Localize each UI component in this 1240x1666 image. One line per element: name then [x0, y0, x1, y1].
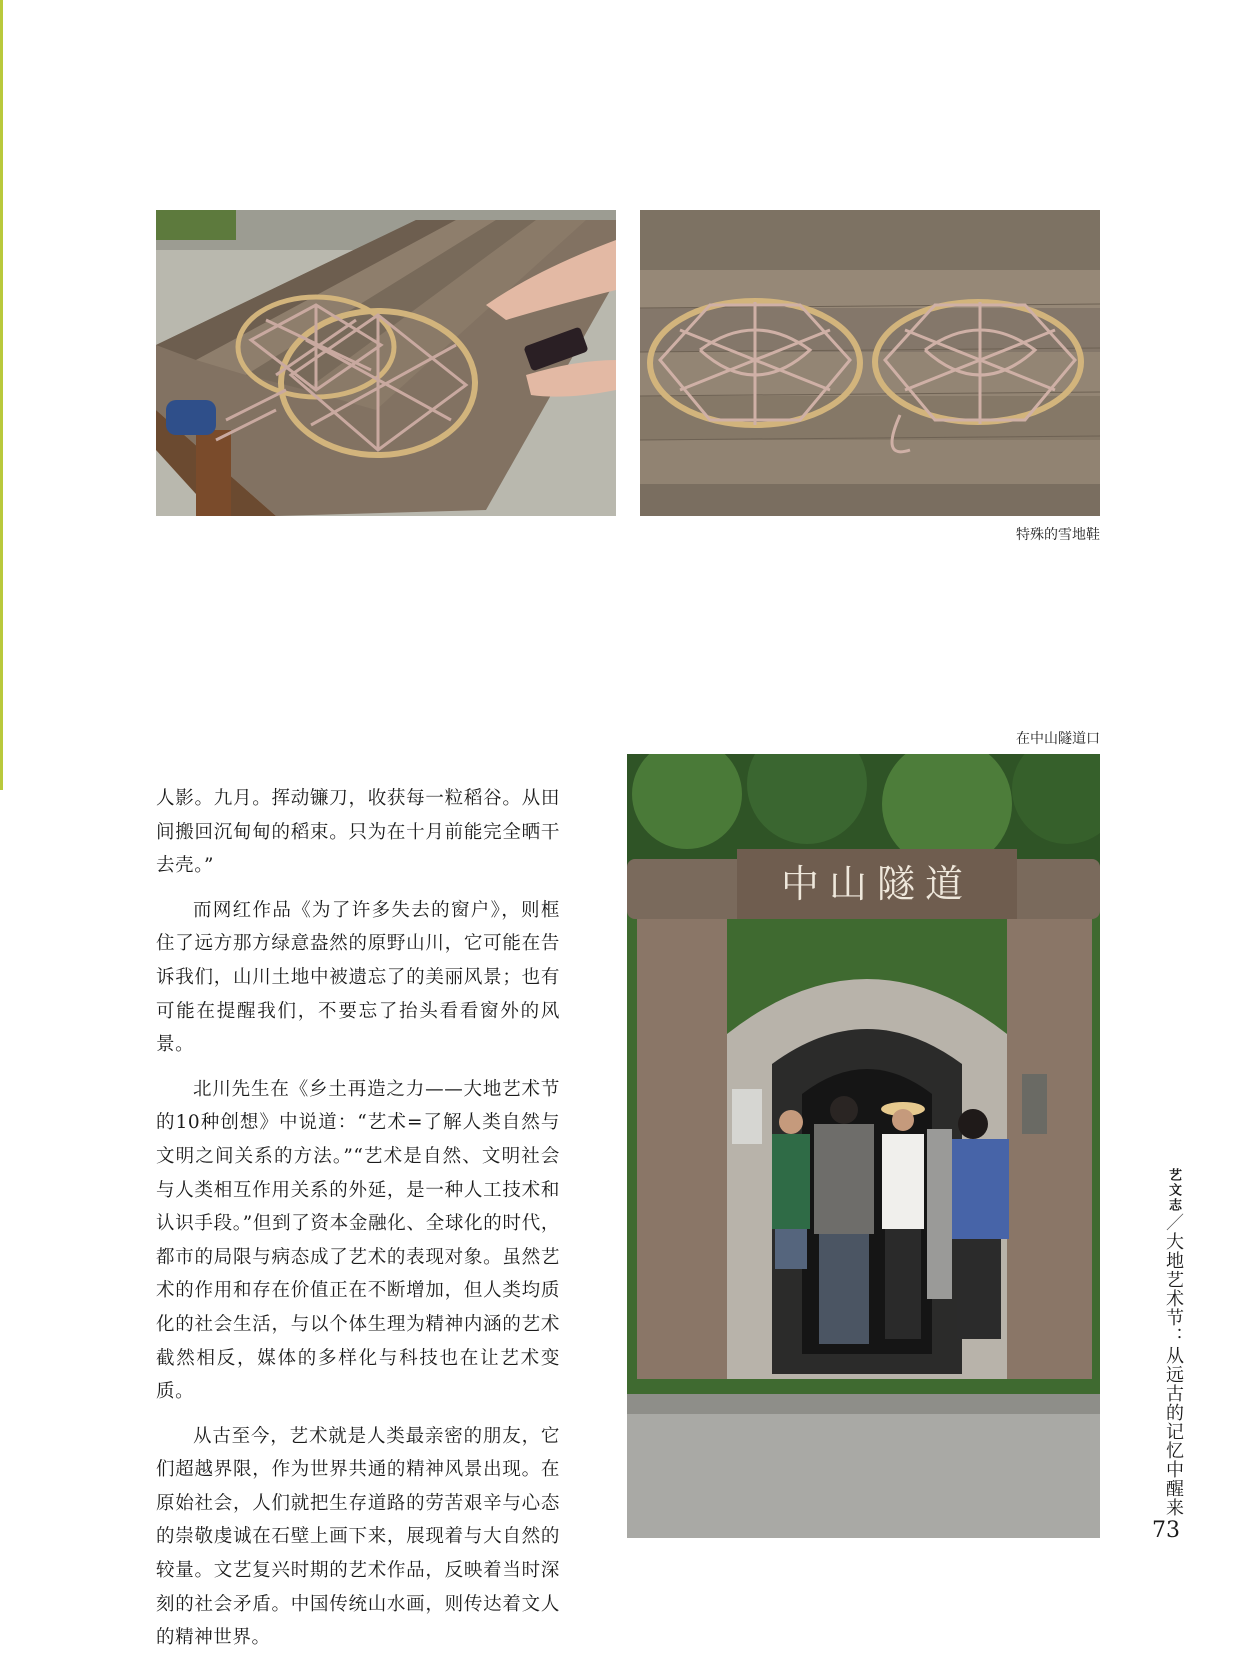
tunnel-sign-text: 中山隧道 [780, 862, 974, 906]
snowshoe-photo-left [156, 210, 616, 516]
tunnel-entrance-photo [627, 754, 1100, 1538]
body-paragraph: 北川先生在《乡土再造之力——大地艺术节的10种创想》中说道：“艺术=了解人类自然与文明之间关系的方法。”“艺术是自然、文明社会与人类相互作用关系的外延，是一种人工技术和认识手段。”但到了资本金融化、全球化的时代，都市的局限与病态成了艺术的表现对象。虽然艺术的作用和存在价值正在不断增加，但人类均质化的社会生活，与以个体生理为精神内涵的艺术截然相反，媒体的多样化与科技也在让艺术变质。 [156, 1078, 560, 1403]
snowshoes-caption: 特殊的雪地鞋 [1016, 527, 1100, 543]
article-body [156, 782, 560, 1666]
snowshoe-photo-right [640, 210, 1100, 516]
page-number: 73 [1152, 1518, 1180, 1543]
body-paragraph: 人影。九月。挥动镰刀，收获每一粒稻谷。从田间搬回沉甸甸的稻束。只为在十月前能完全晒干去壳。” [156, 788, 560, 877]
page-edge-strip [0, 0, 3, 790]
title-separator: ／ [1163, 1213, 1184, 1232]
tunnel-caption: 在中山隧道口 [1016, 731, 1100, 747]
body-paragraph: 从古至今，艺术就是人类最亲密的朋友，它们超越界限，作为世界共通的精神风景出现。在原始社会，人们就把生存道路的劳苦艰辛与心态的崇敬虔诚在石壁上画下来，展现着与大自然的较量。文艺复兴时期的艺术作品，反映着当时深刻的社会矛盾。中国传统山水画，则传达着文人的精神世界。 [156, 1425, 560, 1649]
body-paragraph: 而网红作品《为了许多失去的窗户》，则框住了远方那方绿意盎然的原野山川，它可能在告诉我们，山川土地中被遗忘了的美丽风景；也有可能在提醒我们，不要忘了抬头看看窗外的风景。 [156, 899, 560, 1056]
magazine-section: 艺文志 [1166, 1168, 1181, 1213]
running-title [1156, 1168, 1186, 1517]
article-title: 大地艺术节：从远古的记忆中醒来 [1163, 1232, 1184, 1517]
